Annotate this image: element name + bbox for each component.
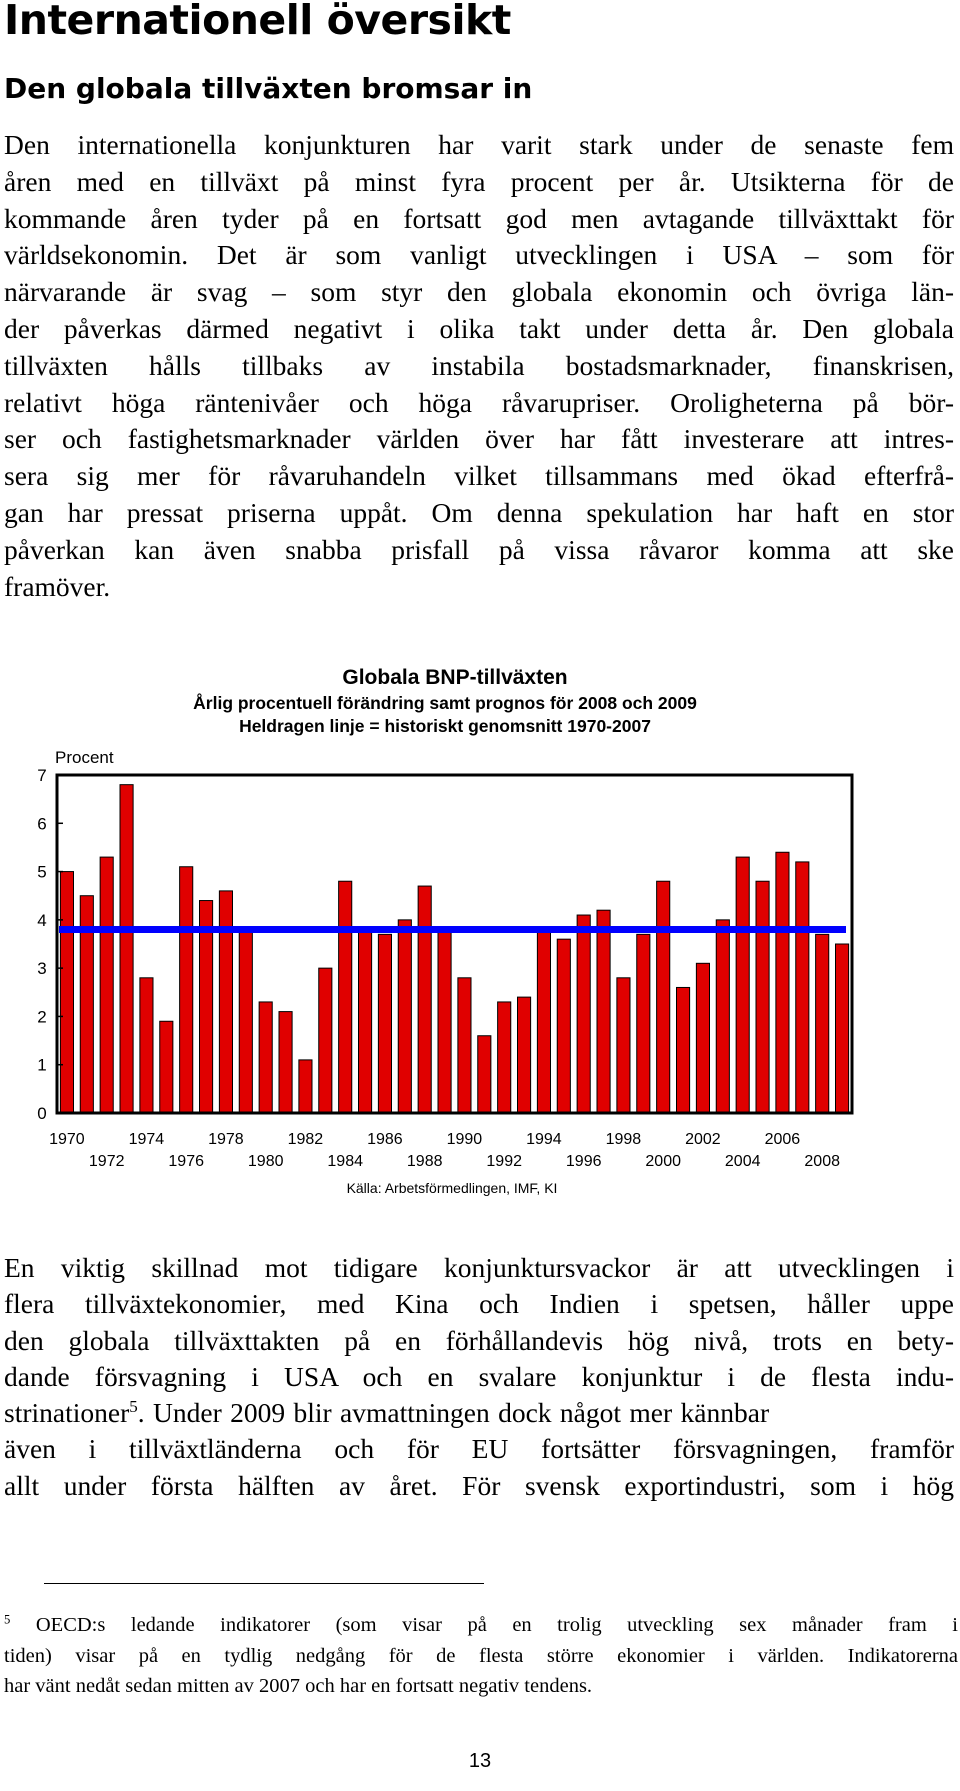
x-tick-label: 2002 bbox=[685, 1131, 721, 1148]
intro-paragraph bbox=[4, 127, 954, 605]
y-axis-label: Procent bbox=[55, 748, 114, 767]
x-tick-label: 1998 bbox=[605, 1131, 642, 1148]
bar-1972 bbox=[100, 857, 113, 1113]
bar-2000 bbox=[657, 881, 670, 1113]
plot-frame bbox=[57, 775, 852, 1113]
x-tick-label: 1988 bbox=[406, 1153, 443, 1170]
bar-1989 bbox=[438, 930, 451, 1113]
x-tick-label: 1974 bbox=[128, 1131, 165, 1148]
paragraph-line: framöver. bbox=[4, 570, 111, 602]
y-tick-label: 0 bbox=[37, 1104, 47, 1123]
paragraph-line: allt under första hälften av året. För svensk exportindustri, som i hög bbox=[4, 1469, 954, 1501]
x-tick-label: 1986 bbox=[367, 1131, 403, 1148]
paragraph-line: sera sig mer för råvaruhandeln vilket tillsammans med ökad efterfrå- bbox=[4, 460, 954, 492]
bar-2005 bbox=[756, 881, 769, 1113]
x-tick-label: 1976 bbox=[168, 1153, 204, 1170]
bar-2003 bbox=[716, 920, 729, 1113]
bar-2004 bbox=[736, 857, 749, 1113]
y-tick-label: 4 bbox=[37, 910, 47, 930]
paragraph-line: gan har pressat priserna uppåt. Om denna spekulation har haft en stor bbox=[4, 496, 954, 528]
bar-chart-canvas bbox=[0, 660, 960, 1220]
footnote-separator bbox=[44, 1583, 484, 1584]
footnote-reference[interactable]: 5 bbox=[129, 1396, 138, 1416]
y-tick-label: 6 bbox=[37, 814, 47, 834]
paragraph-line: En viktig skillnad mot tidigare konjunktursvackor är att utvecklingen i bbox=[4, 1252, 954, 1283]
bar-1993 bbox=[518, 997, 531, 1113]
paragraph-text: . Under 2009 blir avmattningen dock något mer kännbar bbox=[137, 1397, 770, 1429]
y-axis-ticks bbox=[37, 766, 63, 1123]
section-heading: Den globala tillväxten bromsar in bbox=[4, 72, 533, 105]
paragraph-line: flera tillväxtekonomier, med Kina och Indien i spetsen, håller uppe bbox=[4, 1288, 954, 1320]
paragraph-line: världsekonomin. Det är som vanligt utvecklingen i USA – som för bbox=[4, 239, 954, 271]
footnote-text: OECD:s ledande indikatorer (som visar på en trolig utveckling sex månader fram i bbox=[35, 1614, 958, 1636]
x-tick-label: 1996 bbox=[565, 1153, 602, 1170]
paragraph-line: närvarande är svag – som styr den globala ekonomin och övriga län- bbox=[4, 276, 954, 308]
bar-2006 bbox=[776, 852, 789, 1113]
bar-2007 bbox=[796, 862, 809, 1113]
x-tick-label: 1984 bbox=[327, 1153, 363, 1170]
footnote-marker: 5 bbox=[4, 1612, 11, 1627]
x-tick-label: 1972 bbox=[88, 1153, 125, 1170]
footnote bbox=[4, 1610, 958, 1702]
bar-1990 bbox=[458, 978, 471, 1113]
paragraph-line: ser och fastighetsmarknader världen över har fått investerare att intres- bbox=[4, 423, 954, 455]
bar-2009 bbox=[836, 944, 849, 1113]
x-tick-label: 1992 bbox=[486, 1153, 522, 1170]
bar-1970 bbox=[60, 872, 73, 1113]
chart-source: Källa: Arbetsförmedlingen, IMF, KI bbox=[346, 1180, 558, 1196]
page-title: Internationell översikt bbox=[4, 0, 511, 44]
bar-1976 bbox=[180, 867, 193, 1113]
x-tick-label: 1980 bbox=[247, 1153, 284, 1170]
x-tick-label: 1982 bbox=[287, 1131, 324, 1148]
bar-1973 bbox=[120, 785, 133, 1113]
paragraph-line: Den internationella konjunkturen har varit stark under de senaste fem bbox=[4, 129, 954, 160]
x-tick-label: 2006 bbox=[764, 1131, 801, 1148]
bar-1979 bbox=[239, 930, 252, 1113]
bar-1978 bbox=[219, 891, 232, 1113]
paragraph-line: även i tillväxtländerna och för EU fortsätter försvagningen, framför bbox=[4, 1433, 954, 1465]
x-tick-label: 2000 bbox=[645, 1153, 681, 1170]
bar-1981 bbox=[279, 1012, 292, 1113]
bar-1987 bbox=[398, 920, 411, 1113]
y-tick-label: 5 bbox=[37, 862, 47, 882]
x-axis-ticks bbox=[49, 1131, 840, 1170]
bar-1988 bbox=[418, 886, 431, 1113]
y-tick-label: 3 bbox=[37, 959, 47, 979]
x-tick-label: 1990 bbox=[446, 1131, 483, 1148]
bar-1992 bbox=[498, 1002, 511, 1113]
paragraph-line: relativt höga räntenivåer och höga råvarupriser. Oroligheterna på bör- bbox=[4, 386, 954, 418]
paragraph-line: der påverkas därmed negativt i olika takt under detta år. Den globala bbox=[4, 312, 954, 344]
y-tick-label: 7 bbox=[37, 766, 47, 785]
bar-1985 bbox=[359, 930, 372, 1113]
bar-1983 bbox=[319, 968, 332, 1113]
bar-1994 bbox=[537, 930, 550, 1113]
bar-1997 bbox=[597, 910, 610, 1113]
bar-1974 bbox=[140, 978, 153, 1113]
x-tick-label: 1994 bbox=[526, 1131, 562, 1148]
footnote-line: har vänt nedåt sedan mitten av 2007 och har en fortsatt negativ tendens. bbox=[4, 1675, 593, 1697]
bar-1998 bbox=[617, 978, 630, 1113]
bar-1975 bbox=[160, 1021, 173, 1113]
bar-1980 bbox=[259, 1002, 272, 1113]
paragraph-line: påverkan kan även snabba prisfall på vissa råvaror komma att ske bbox=[4, 533, 954, 565]
x-tick-label: 1978 bbox=[208, 1131, 244, 1148]
bar-2008 bbox=[816, 934, 829, 1113]
x-tick-label: 1970 bbox=[49, 1131, 85, 1148]
bar-1999 bbox=[637, 934, 650, 1113]
chart-title: Globala BNP-tillväxten bbox=[342, 666, 568, 689]
x-tick-label: 2008 bbox=[804, 1153, 840, 1170]
bar-1982 bbox=[299, 1060, 312, 1113]
bar-1996 bbox=[577, 915, 590, 1113]
page-number: 13 bbox=[468, 1750, 492, 1772]
bar-1995 bbox=[557, 939, 570, 1113]
bar-1991 bbox=[478, 1036, 491, 1113]
chart-subtitle: Heldragen linje = historiskt genomsnitt 1970-2007 bbox=[239, 716, 651, 736]
paragraph-line: den globala tillväxttakten på en förhållandevis hög nivå, trots en bety- bbox=[4, 1324, 954, 1356]
paragraph-line: tillväxten hålls tillbaks av instabila bostadsmarknader, finanskrisen, bbox=[4, 349, 954, 381]
paragraph-line: dande försvagning i USA och en svalare konjunktur i de flesta indu- bbox=[4, 1360, 954, 1392]
bar-series bbox=[60, 785, 848, 1113]
bar-1984 bbox=[339, 881, 352, 1113]
bar-1986 bbox=[378, 934, 391, 1113]
chart-subtitle: Årlig procentuell förändring samt prognos för 2008 och 2009 bbox=[193, 693, 697, 713]
x-tick-label: 2004 bbox=[724, 1153, 761, 1170]
footnote-line: tiden) visar på en tydlig nedgång för de flesta större ekonomier i världen. Indikatorerna bbox=[4, 1644, 958, 1667]
footnote-line bbox=[4, 1610, 958, 1641]
paragraph-text: strinationer bbox=[4, 1397, 130, 1429]
paragraph-line: kommande åren tyder på en fortsatt god men avtagande tillväxttakt för bbox=[4, 202, 954, 234]
y-tick-label: 2 bbox=[37, 1007, 47, 1027]
y-tick-label: 1 bbox=[37, 1055, 47, 1075]
gdp-growth-chart bbox=[0, 660, 960, 1220]
paragraph-line: åren med en tillväxt på minst fyra procent per år. Utsikterna för de bbox=[4, 165, 954, 197]
bar-2002 bbox=[696, 963, 709, 1113]
body-paragraph bbox=[4, 1250, 954, 1504]
bar-2001 bbox=[677, 987, 690, 1113]
paragraph-line bbox=[4, 1395, 954, 1431]
